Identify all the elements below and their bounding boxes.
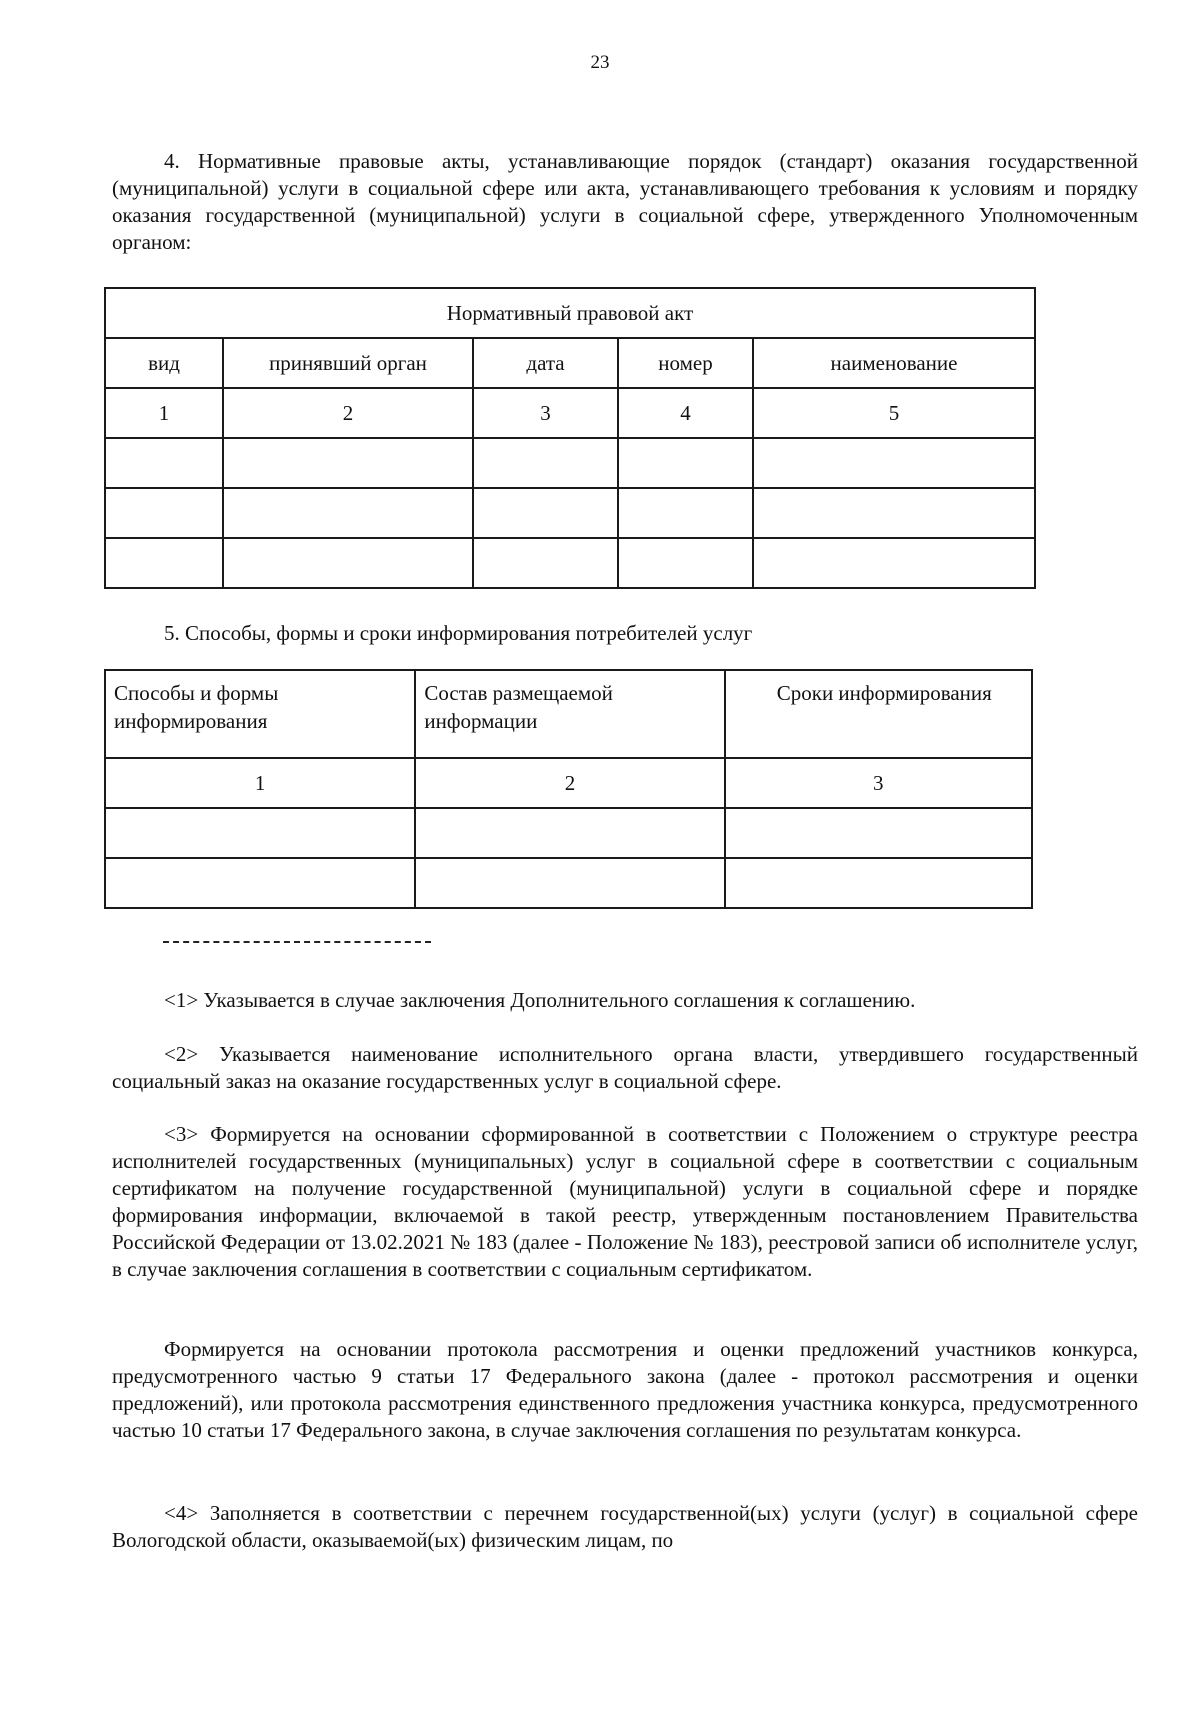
empty-cell[interactable] (618, 538, 753, 588)
normative-acts-table (104, 287, 1036, 589)
empty-cell[interactable] (105, 858, 415, 908)
empty-cell[interactable] (105, 538, 223, 588)
page-number: 23 (590, 52, 610, 73)
empty-cell[interactable] (415, 808, 724, 858)
table-header-row (105, 670, 1032, 758)
table-title-row (105, 288, 1035, 338)
empty-cell[interactable] (105, 438, 223, 488)
section-5-text: 5. Способы, формы и сроки информирования потребителей услуг (164, 621, 753, 645)
empty-cell[interactable] (473, 488, 618, 538)
column-number: 2 (223, 388, 473, 438)
empty-cell[interactable] (415, 858, 724, 908)
empty-cell[interactable] (618, 488, 753, 538)
header-cell: дата (473, 338, 618, 388)
header-cell: номер (618, 338, 753, 388)
empty-cell[interactable] (753, 538, 1035, 588)
empty-cell[interactable] (725, 808, 1032, 858)
footnote-1: <1> Указывается в случае заключения Дополнительного соглашения к соглашению. (164, 988, 916, 1012)
table-row (105, 488, 1035, 538)
table-title: Нормативный правовой акт (105, 288, 1035, 338)
empty-cell[interactable] (105, 488, 223, 538)
empty-cell[interactable] (753, 488, 1035, 538)
header-cell: принявший орган (223, 338, 473, 388)
empty-cell[interactable] (105, 808, 415, 858)
header-cell: наименование (753, 338, 1035, 388)
table-row (105, 438, 1035, 488)
informing-methods-table (104, 669, 1033, 909)
empty-cell[interactable] (223, 488, 473, 538)
column-number: 1 (105, 758, 415, 808)
empty-cell[interactable] (223, 538, 473, 588)
table-row (105, 858, 1032, 908)
empty-cell[interactable] (618, 438, 753, 488)
column-number: 3 (725, 758, 1032, 808)
header-cell: Состав размещаемой информации (415, 670, 724, 758)
column-number: 5 (753, 388, 1035, 438)
empty-cell[interactable] (473, 438, 618, 488)
table-row (105, 538, 1035, 588)
header-cell: вид (105, 338, 223, 388)
footnote-2: <2> Указывается наименование исполнительного органа власти, утвердившего государственный социальный заказ на оказание государственных услуг в социальной сфере. (112, 1042, 1138, 1093)
footnote-separator (163, 941, 431, 943)
footnote-4: <4> Заполняется в соответствии с перечнем государственной(ых) услуги (услуг) в социальной сфере Вологодской области, оказываемой(ых) физическим лицам, по (112, 1501, 1138, 1552)
column-number-row (105, 758, 1032, 808)
empty-cell[interactable] (753, 438, 1035, 488)
empty-cell[interactable] (725, 858, 1032, 908)
header-cell: Сроки информирования (725, 670, 1032, 758)
header-cell: Способы и формы информирования (105, 670, 415, 758)
column-number-row (105, 388, 1035, 438)
column-number: 2 (415, 758, 724, 808)
footnote-3-continuation: Формируется на основании протокола рассмотрения и оценки предложений участников конкурса, предусмотренного частью 9 статьи 17 Федерального закона (далее - протокол рассмотрения и оценки предложений), или протокола рассмотрения единственного предложения участника конкурса, предусмотренного частью 10 статьи 17 Федерального закона, в случае заключения соглашения по результатам конкурса. (112, 1337, 1138, 1442)
column-number: 4 (618, 388, 753, 438)
table-header-row (105, 338, 1035, 388)
empty-cell[interactable] (473, 538, 618, 588)
table-row (105, 808, 1032, 858)
column-number: 1 (105, 388, 223, 438)
column-number: 3 (473, 388, 618, 438)
footnote-3: <3> Формируется на основании сформированной в соответствии с Положением о структуре реестра исполнителей государственных (муниципальных) услуг в социальной сфере в соответствии с социальным сертификатом на получение государственной (муниципальной) услуги в социальной сфере и порядке формирования информации, включаемой в такой реестр, утвержденным постановлением Правительства Российской Федерации от 13.02.2021 № 183 (далее - Положение № 183), реестровой записи об исполнителе услуг, в случае заключения соглашения в соответствии с социальным сертификатом. (112, 1122, 1138, 1281)
empty-cell[interactable] (223, 438, 473, 488)
section-4-text: 4. Нормативные правовые акты, устанавливающие порядок (стандарт) оказания государственной (муниципальной) услуги в социальной сфере или акта, устанавливающего требования к условиям и порядку оказания государственной (муниципальной) услуги в социальной сфере, утвержденного Уполномоченным органом: (112, 149, 1138, 254)
